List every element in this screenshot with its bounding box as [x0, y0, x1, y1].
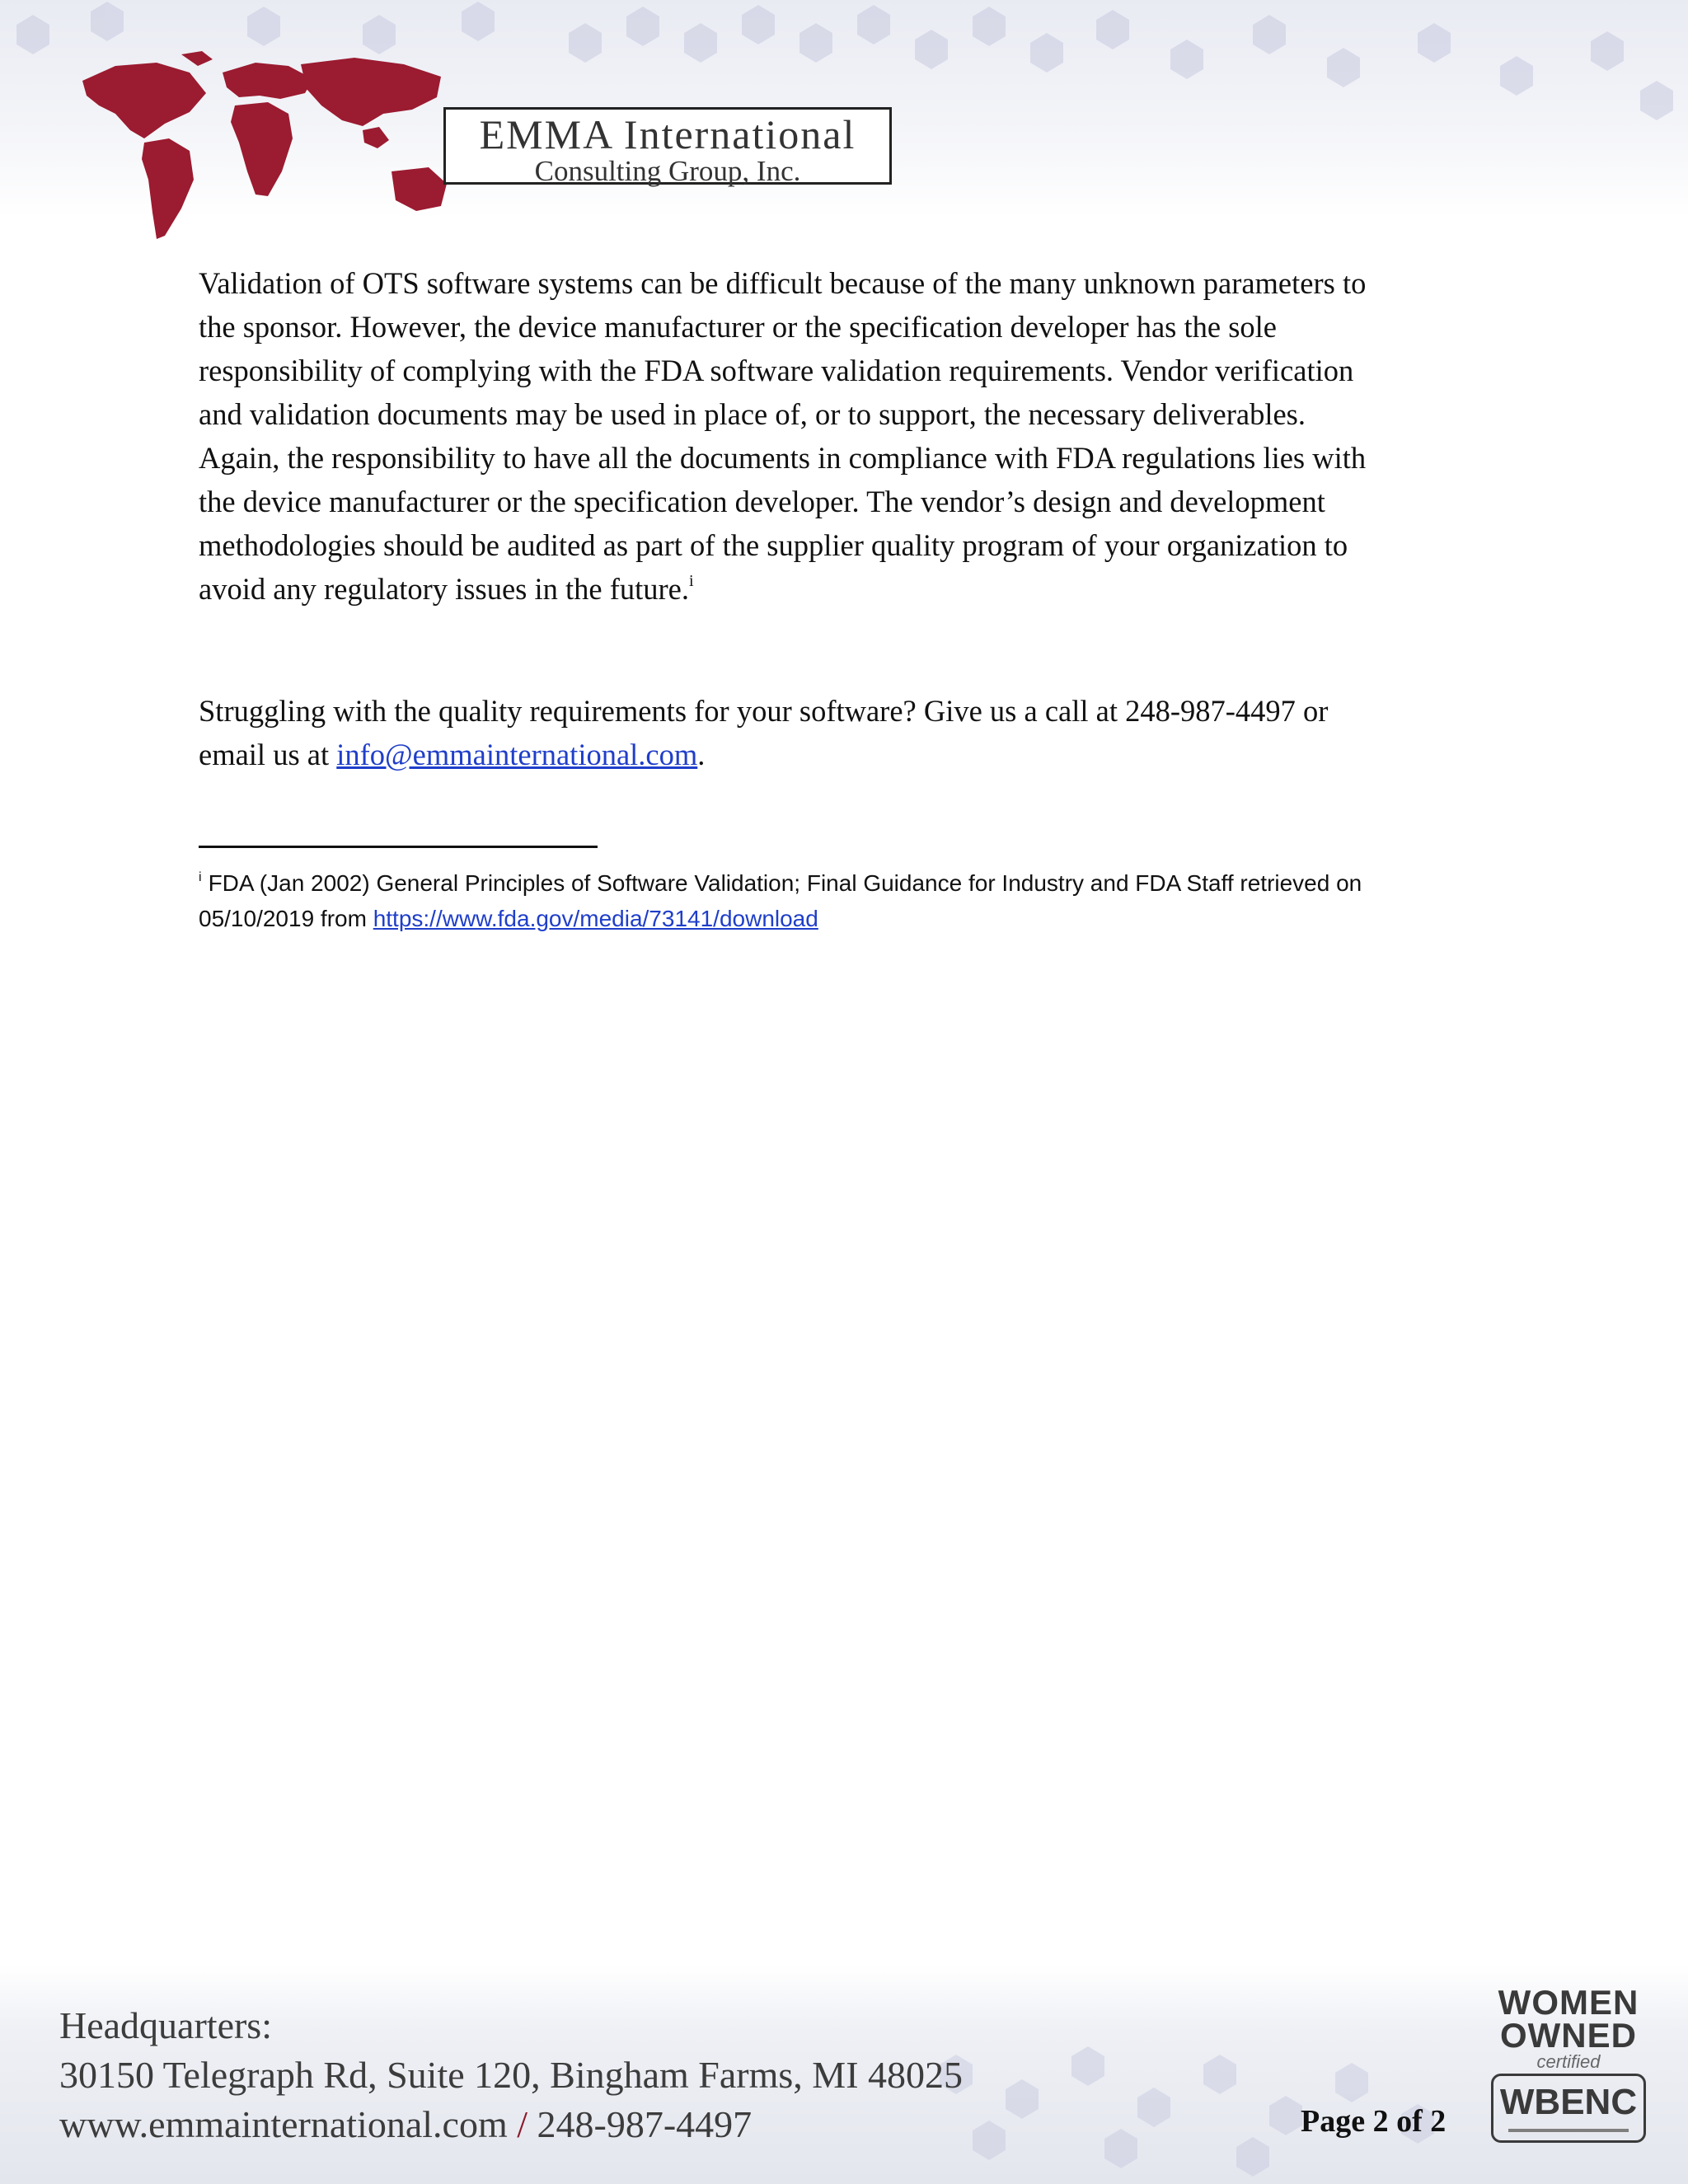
footnote-line: [199, 865, 1517, 901]
text-line: [199, 567, 1501, 611]
wbenc-badge: [1482, 1983, 1655, 2161]
footnote-text: FDA (Jan 2002) General Principles of Software Validation; Final Guidance for Industry and FDA Staff retrieved on: [208, 870, 1362, 896]
company-logo-box: [443, 107, 892, 185]
document-body: [199, 261, 1501, 776]
headquarters-address: 30150 Telegraph Rd, Suite 120, Bingham Farms, MI 48025: [59, 2054, 964, 2096]
fda-guidance-link[interactable]: https://www.fda.gov/media/73141/download: [373, 906, 818, 931]
body-paragraph: [199, 261, 1501, 611]
company-subtitle: Consulting Group, Inc.: [534, 155, 801, 187]
text-line: and validation documents may be used in place of, or to support, the necessary deliverables.: [199, 397, 1306, 431]
page-number: Page 2 of 2: [1301, 2104, 1447, 2139]
text-line: responsibility of complying with the FDA software validation requirements. Vendor verification: [199, 354, 1354, 387]
email-suffix: .: [697, 738, 706, 771]
footnote-line: [199, 901, 1517, 936]
contact-separator: /: [507, 2103, 537, 2145]
footnote-marker: i: [199, 870, 202, 884]
contact-line: [59, 2100, 963, 2149]
footnote-date: 05/10/2019 from: [199, 906, 373, 931]
email-link[interactable]: info@emmainternational.com: [336, 738, 698, 771]
page-header: [0, 0, 1688, 218]
badge-underline: [1508, 2129, 1629, 2132]
text-line: [199, 733, 1501, 776]
text-line: the sponsor. However, the device manufacturer or the specification developer has the sole: [199, 310, 1277, 344]
company-name: EMMA International: [479, 111, 856, 157]
badge-wbenc: WBENC: [1499, 2082, 1638, 2122]
text-line-content: avoid any regulatory issues in the future.: [199, 572, 689, 606]
phone-number[interactable]: 248-987-4497: [537, 2103, 753, 2145]
email-prefix: email us at: [199, 738, 337, 771]
badge-owned: OWNED: [1500, 2016, 1637, 2055]
badge-women: WOMEN: [1498, 1983, 1639, 2022]
text-line: Struggling with the quality requirements for your software? Give us a call at 248-987-4497 or: [199, 694, 1329, 728]
headquarters-label: Headquarters:: [59, 2004, 272, 2046]
world-map-logo: [66, 48, 462, 246]
footnote: [199, 865, 1517, 936]
text-line: the device manufacturer or the specification developer. The vendor’s design and development: [199, 485, 1325, 518]
text-line: Again, the responsibility to have all the documents in compliance with FDA regulations lies with: [199, 441, 1367, 475]
badge-certified: certified: [1536, 2051, 1601, 2072]
endnote-marker[interactable]: i: [689, 572, 694, 590]
badge-wbenc-box: [1491, 2074, 1646, 2143]
website-link[interactable]: www.emmainternational.com: [59, 2103, 508, 2145]
text-line: methodologies should be audited as part of the supplier quality program of your organization to: [199, 528, 1348, 562]
footnote-divider: [199, 846, 598, 848]
headquarters-block: [59, 2001, 963, 2149]
text-line: Validation of OTS software systems can be difficult because of the many unknown parameters to: [199, 266, 1367, 300]
contact-paragraph: [199, 689, 1501, 776]
